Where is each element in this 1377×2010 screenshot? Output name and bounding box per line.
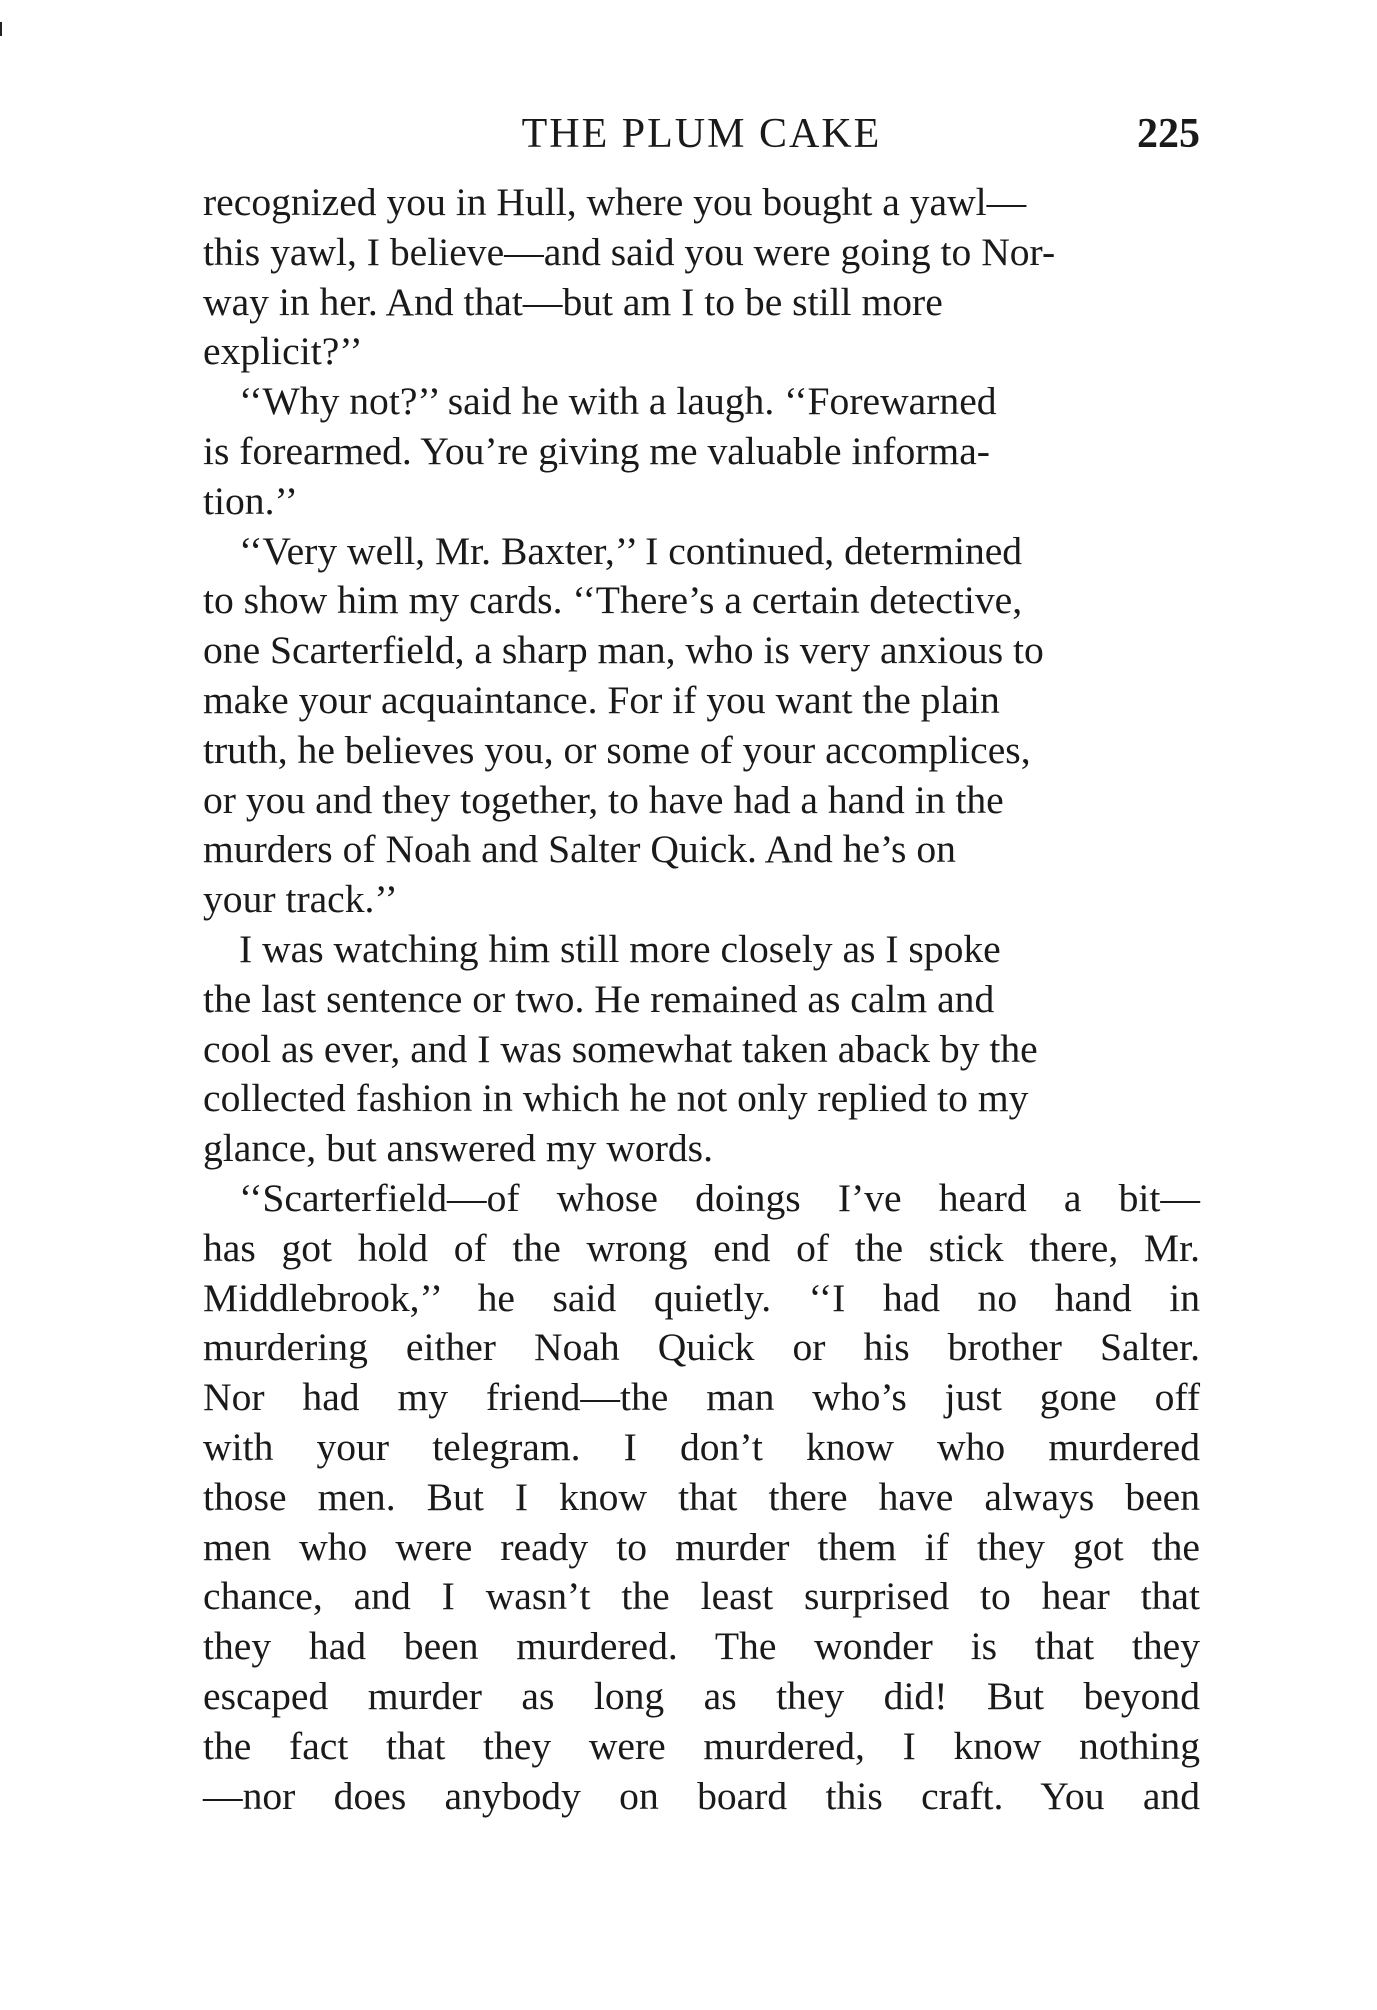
text-line: the fact that they were murdered, I know nothing	[203, 1723, 1200, 1768]
text-line: men who were ready to murder them if they got the	[203, 1524, 1200, 1569]
text-line: chance, and I wasn’t the least surprised to hear that	[203, 1574, 1200, 1619]
text-line: make your acquaintance. For if you want the plain	[203, 677, 1000, 722]
text-line: way in her. And that—but am I to be still more	[203, 279, 943, 324]
paragraph-2	[203, 377, 1200, 526]
text-line: your track.’’	[203, 877, 398, 922]
text-line: with your telegram. I don’t know who murdered	[203, 1424, 1200, 1469]
text-line: ‘‘Why not?’’ said he with a laugh. ‘‘Forewarned	[239, 379, 997, 424]
text-line: cool as ever, and I was somewhat taken aback by the	[203, 1026, 1038, 1071]
text-line: Middlebrook,’’ he said quietly. ‘‘I had no hand in	[203, 1275, 1200, 1320]
text-line: murders of Noah and Salter Quick. And he’s on	[203, 827, 956, 872]
body-text	[203, 178, 1200, 1821]
text-line: to show him my cards. ‘‘There’s a certain detective,	[203, 578, 1023, 623]
text-line: escaped murder as long as they did! But beyond	[203, 1673, 1200, 1718]
text-line: has got hold of the wrong end of the stick there, Mr.	[203, 1225, 1200, 1270]
text-line: those men. But I know that there have always been	[203, 1474, 1200, 1519]
text-line: explicit?’’	[203, 329, 363, 374]
scan-mark	[0, 22, 2, 36]
text-line: one Scarterfield, a sharp man, who is very anxious to	[203, 628, 1044, 673]
paragraph-5	[203, 1174, 1200, 1821]
text-line: recognized you in Hull, where you bought a yawl—	[203, 180, 1027, 224]
paragraph-1	[203, 178, 1200, 377]
text-line: ‘‘Scarterfield—of whose doings I’ve heard a bit—	[239, 1175, 1200, 1220]
text-line: or you and they together, to have had a hand in the	[203, 777, 1004, 822]
text-line: glance, but answered my words.	[203, 1126, 713, 1171]
text-line: truth, he believes you, or some of your accomplices,	[203, 727, 1031, 772]
text-line: —nor does anybody on board this craft. You and	[203, 1773, 1200, 1818]
text-line: collected fashion in which he not only replied to my	[203, 1076, 1029, 1121]
text-line: I was watching him still more closely as I spoke	[239, 926, 1001, 971]
text-line: ‘‘Very well, Mr. Baxter,’’ I continued, determined	[239, 528, 1023, 573]
text-line: tion.’’	[203, 478, 298, 523]
text-line: this yawl, I believe—and said you were going to Nor-	[203, 229, 1056, 274]
text-line: is forearmed. You’re giving me valuable informa-	[203, 428, 990, 473]
text-line: they had been murdered. The wonder is that they	[203, 1624, 1200, 1669]
paragraph-4	[203, 925, 1200, 1174]
text-line: Nor had my friend—the man who’s just gone off	[203, 1375, 1200, 1420]
page-number: 225	[1137, 111, 1200, 157]
page-header	[203, 110, 1200, 158]
running-title: THE PLUM CAKE	[521, 111, 882, 157]
text-line: the last sentence or two. He remained as calm and	[203, 976, 995, 1021]
paragraph-3	[203, 527, 1200, 925]
text-line: murdering either Noah Quick or his brother Salter.	[203, 1325, 1200, 1370]
